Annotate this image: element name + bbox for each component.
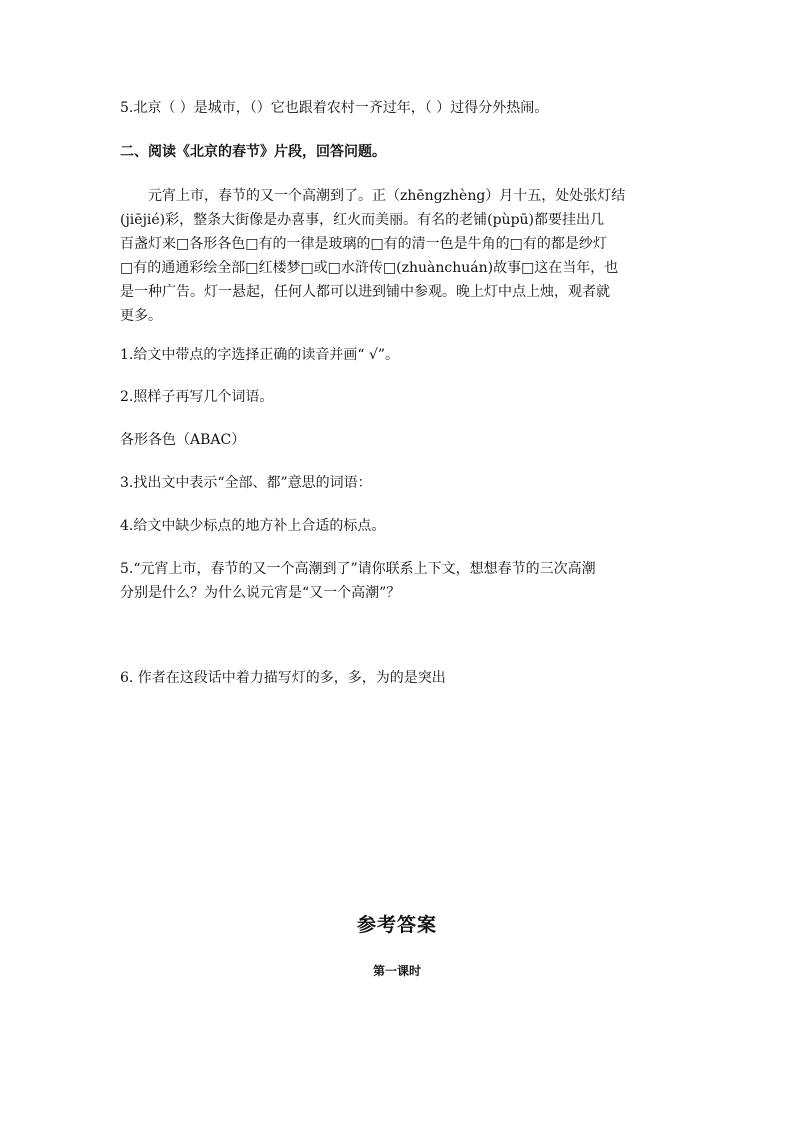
passage-line: 是一种广告。灯一悬起，任何人都可以进到铺中参观。晚上灯中点上烛，观者就 xyxy=(120,284,610,300)
question-2-example: 各形各色（ABAC） xyxy=(120,432,246,448)
answers-title: 参考答案 xyxy=(356,914,437,936)
question-3: 3.找出文中表示“全部、都”意思的词语： xyxy=(120,475,372,491)
reading-passage xyxy=(120,184,680,328)
passage-line: □有的通通彩绘全部□红楼梦□或□水浒传□(zhuànchuán)故事□这在当年，也 xyxy=(120,260,619,276)
answers-lesson-title: 第一课时 xyxy=(372,964,421,978)
question-6: 6. 作者在这段话中着力描写灯的多，多，为的是突出 xyxy=(120,670,446,686)
passage-line: (jiējié)彩，整条大街像是办喜事，红火而美丽。有名的老铺(pùpū)都要挂出几 xyxy=(120,212,605,228)
question-5-line: 分别是什么？为什么说元宵是“又一个高潮”？ xyxy=(120,585,401,601)
passage-line: 百盏灯来□各形各色□有的一律是玻璃的□有的清一色是牛角的□有的都是纱灯 xyxy=(120,236,607,252)
passage-line: 更多。 xyxy=(120,308,162,324)
section-2-heading: 二、阅读《北京的春节》片段，回答问题。 xyxy=(120,144,386,160)
question-5-top: 5.北京（ ）是城市，（）它也跟着农村一齐过年，（ ）过得分外热闹。 xyxy=(120,100,549,116)
question-5 xyxy=(120,557,680,605)
passage-line: 元宵上市，春节的又一个高潮到了。正（zhēngzhèng）月十五，处处张灯结 xyxy=(148,188,626,204)
question-1: 1.给文中带点的字选择正确的读音并画“ √”。 xyxy=(120,347,400,363)
question-5-line: 5.“元宵上市，春节的又一个高潮到了”请你联系上下文，想想春节的三次高潮 xyxy=(120,561,596,577)
question-2: 2.照样子再写几个词语。 xyxy=(120,389,274,405)
question-4: 4.给文中缺少标点的地方补上合适的标点。 xyxy=(120,518,386,534)
